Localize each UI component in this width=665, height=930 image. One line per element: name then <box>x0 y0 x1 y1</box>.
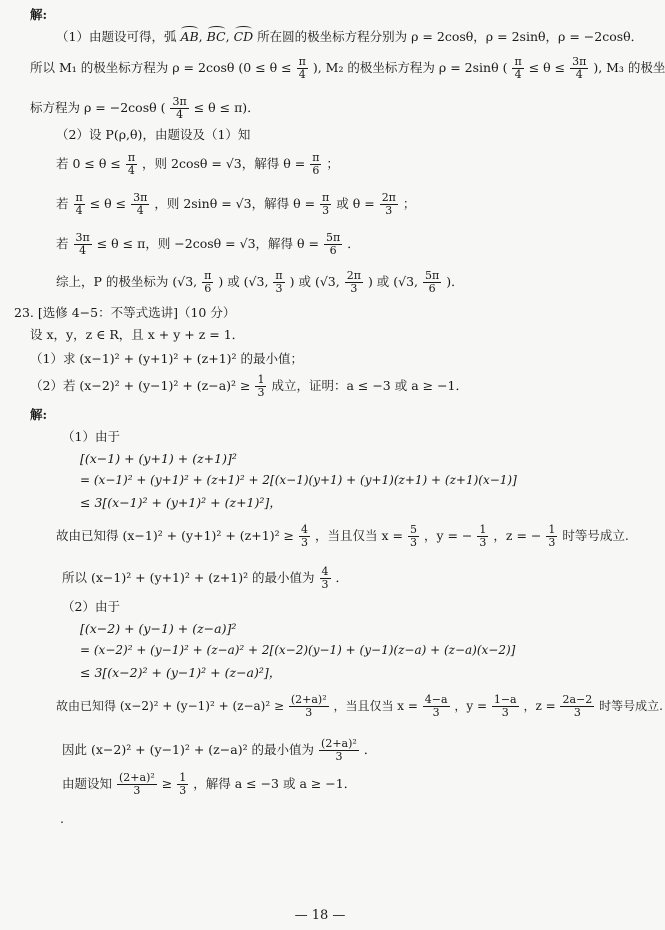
arc-ab: AB <box>180 29 199 44</box>
q23-title: 23. [选修 4−5：不等式选讲]（10 分） <box>14 305 236 320</box>
sol23-p2-head: （2）由于 <box>62 599 120 614</box>
sol23-p2-eq1: [(x−2) + (y−1) + (z−a)]² <box>80 621 237 636</box>
sol23-p1-eq1: [(x−1) + (y+1) + (z+1)]² <box>80 451 237 466</box>
q23-ask2: （2）若 (x−2)² + (y−1)² + (z−a)² ≥ $\frac{1}{3}$ 成立，证明：a ≤ −3 或 a ≥ −1． <box>30 373 468 400</box>
part2-case3: 若 $\frac{3\pi}{4}$ ≤ θ ≤ π，则 −2cosθ = √3，解得 θ = $\frac{5\pi}{6}$ ． <box>56 231 360 258</box>
sol23-p2-final: 由题设知 $\frac{\text{(2+a)²}}{3}$ ≥ $\frac{1}{3}$ ，解得 a ≤ −3 或 a ≥ −1． <box>62 771 357 798</box>
page-number: — 18 — <box>294 908 346 923</box>
sol23-p2-result: 故由已知得 (x−2)² + (y−1)² + (z−a)² ≥ $\frac{\text{(2+a)²}}{3}$ ，当且仅当 x = $\frac{4-a}{3}$ ，y = $\frac{1-a}{3}$ ，z = $\frac{2a-2}{3}$ 时等号成立. <box>56 693 663 720</box>
part2-summary: 综上，P 的极坐标为 (√3, $\frac{\pi}{6}$ ) 或 (√3, $\frac{\pi}{3}$ ) 或 (√3, $\frac{2\pi}{3}$ ) 或 (√3, $\frac{5\pi}{6}$ )． <box>56 269 464 296</box>
sol23-p1-result: 故由已知得 (x−1)² + (y+1)² + (z+1)² ≥ $\frac{4}{3}$ ，当且仅当 x = $\frac{5}{3}$ ，y = − $\frac{1}{3}$ ，z = − $\frac{1}{3}$ 时等号成立. <box>56 523 629 550</box>
sol23-p2-min: 因此 (x−2)² + (y−1)² + (z−a)² 的最小值为 $\frac{\text{(2+a)²}}{3}$ ． <box>62 737 377 764</box>
sol23-p2-eq2: = (x−2)² + (y−1)² + (z−a)² + 2[(x−2)(y−1) + (y−1)(z−a) + (z−a)(x−2)] <box>80 643 516 657</box>
part1-line1: （1）由题设可得，弧 AB, BC, CD 所在圆的极坐标方程分别为 ρ = 2cosθ，ρ = 2sinθ，ρ = −2cosθ． <box>56 29 644 44</box>
sol23-p1-min: 所以 (x−1)² + (y+1)² + (z+1)² 的最小值为 $\frac{4}{3}$ ． <box>62 565 349 592</box>
sol23-p1-eq2: = (x−1)² + (y+1)² + (z+1)² + 2[(x−1)(y+1) + (y+1)(z+1) + (z+1)(x−1)] <box>80 473 517 487</box>
q23-ask1: （1）求 (x−1)² + (y+1)² + (z+1)² 的最小值； <box>30 351 304 366</box>
arc-bc: BC <box>206 29 226 44</box>
sol23-p1-eq3: ≤ 3[(x−1)² + (y+1)² + (z+1)²]， <box>80 495 282 510</box>
part2-intro: （2）设 P(ρ,θ)，由题设及（1）知 <box>56 127 251 142</box>
q23-given: 设 x，y，z ∈ R，且 x + y + z = 1． <box>30 327 245 342</box>
sol23-label: 解: <box>30 407 48 422</box>
sol23-tail: . <box>60 811 64 826</box>
sol23-p2-eq3: ≤ 3[(x−2)² + (y−1)² + (z−a)²]， <box>80 665 282 680</box>
sol23-p1-head: （1）由于 <box>62 429 120 444</box>
part2-case2: 若 $\frac{\pi}{4}$ ≤ θ ≤ $\frac{3\pi}{4}$ ，则 2sinθ = √3，解得 θ = $\frac{\pi}{3}$ 或 θ = $\frac{2\pi}{3}$ ； <box>56 191 416 218</box>
part1-line3: 标方程为 ρ = −2cosθ ( $\frac{3\pi}{4}$ ≤ θ ≤ π)． <box>30 95 260 122</box>
solution-label: 解: <box>30 7 48 22</box>
part2-case1: 若 0 ≤ θ ≤ $\frac{\pi}{4}$ ，则 2cosθ = √3，解得 θ = $\frac{\pi}{6}$ ； <box>56 151 339 178</box>
part1-line2: 所以 M₁ 的极坐标方程为 ρ = 2cosθ (0 ≤ θ ≤ $\frac{\pi}{4}$ ), M₂ 的极坐标方程为 ρ = 2sinθ ( $\frac{\pi}{4}$ ≤ θ ≤ $\frac{3\pi}{4}$ ), M₃ 的极坐 <box>30 55 665 82</box>
arc-cd: CD <box>233 29 254 44</box>
